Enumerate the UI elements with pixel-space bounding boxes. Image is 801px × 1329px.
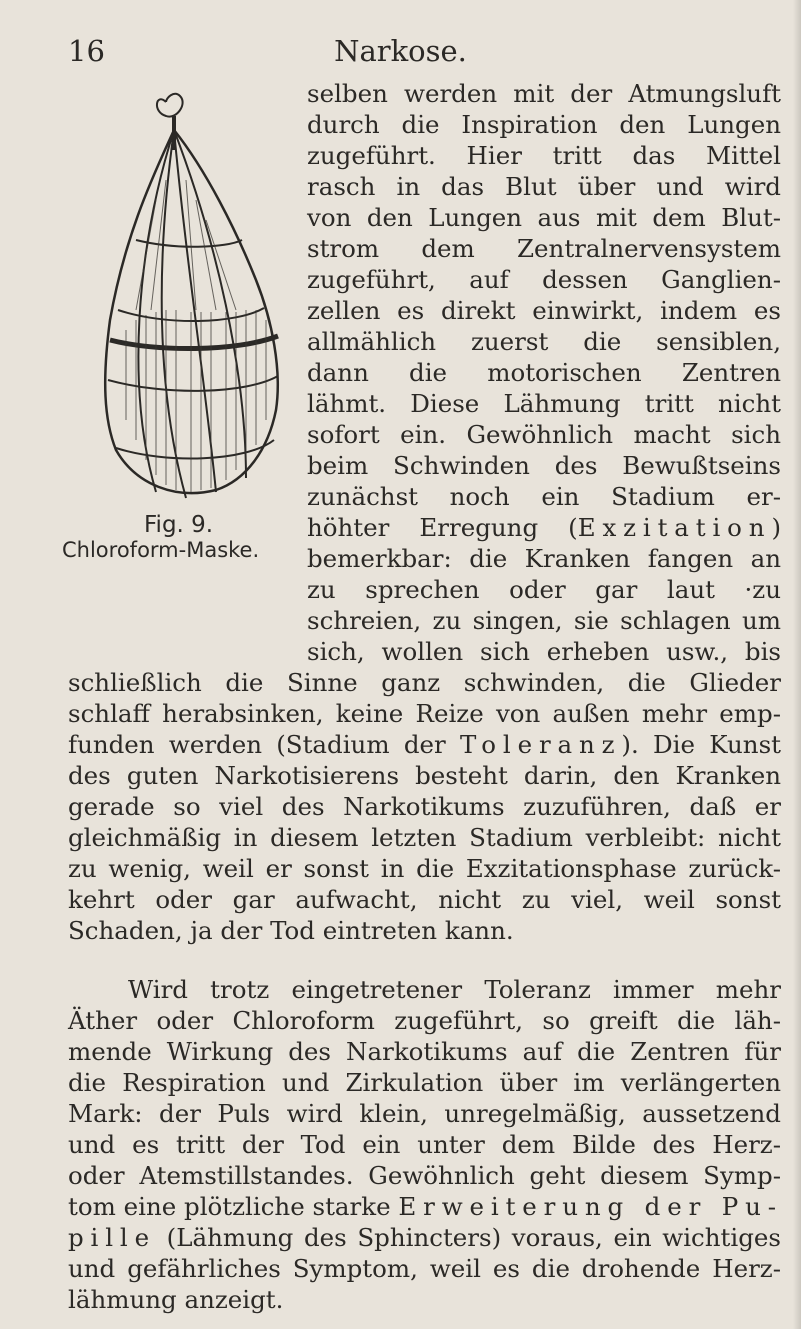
page-edge-shadow — [793, 0, 801, 1329]
spaced-term: Exzitation — [577, 513, 772, 542]
chloroform-mask-illustration — [96, 90, 284, 510]
text-line — [307, 513, 781, 543]
text-line: sofort ein. Gewöhnlich macht sich — [307, 420, 781, 449]
text-line: beim Schwinden des Bewußtseins — [307, 451, 781, 480]
text-line: zu wenig, weil er sonst in die Exzitationsphase zurück- — [68, 854, 781, 883]
text-line: oder Atemstillstandes. Gewöhnlich geht diesem Symp- — [68, 1161, 781, 1190]
text-line: lähmt. Diese Lähmung tritt nicht — [307, 389, 781, 418]
text-span: höhter Erregung ( — [307, 513, 578, 542]
spaced-term: pille — [68, 1223, 156, 1252]
text-line: selben werden mit der Atmungsluft — [307, 79, 781, 108]
text-line: lähmung anzeigt. — [68, 1285, 284, 1314]
text-line: zellen es direkt einwirkt, indem es — [307, 296, 781, 325]
text-span: tom eine plötzliche starke — [68, 1192, 399, 1221]
spaced-term: Erweiterung der Pu- — [398, 1192, 783, 1221]
text-line: die Respiration und Zirkulation über im verlängerten — [68, 1068, 781, 1097]
text-line: zugeführt, auf dessen Ganglien- — [307, 265, 781, 294]
text-line: und gefährliches Symptom, weil es die drohende Herz- — [68, 1254, 781, 1283]
figure-number: Fig. 9. — [144, 512, 214, 538]
text-line — [68, 1223, 781, 1253]
text-line: zu sprechen oder gar laut ·zu — [307, 575, 781, 604]
text-line — [68, 1192, 781, 1222]
text-line: und es tritt der Tod ein unter dem Bilde des Herz- — [68, 1130, 781, 1159]
text-line: rasch in das Blut über und wird — [307, 172, 781, 201]
text-span: ) — [771, 513, 781, 542]
figure-caption: Chloroform-Maske. — [62, 538, 260, 562]
text-line: Mark: der Puls wird klein, unregelmäßig, aussetzend — [68, 1099, 781, 1128]
spaced-term: Toleranz — [459, 730, 622, 759]
running-head: Narkose. — [334, 34, 467, 68]
text-line: Äther oder Chloroform zugeführt, so greift die läh- — [68, 1006, 781, 1035]
text-span: funden werden (Stadium der — [68, 730, 460, 759]
text-line: zunächst noch ein Stadium er- — [307, 482, 781, 511]
text-line: durch die Inspiration den Lungen — [307, 110, 781, 139]
text-line: schließlich die Sinne ganz schwinden, die Glieder — [68, 668, 781, 697]
text-line: dann die motorischen Zentren — [307, 358, 781, 387]
text-line: kehrt oder gar aufwacht, nicht zu viel, weil sonst — [68, 885, 781, 914]
page-number: 16 — [68, 34, 105, 68]
text-line: schreien, zu singen, sie schlagen um — [307, 606, 781, 635]
text-line: Schaden, ja der Tod eintreten kann. — [68, 916, 514, 945]
text-line: gerade so viel des Narkotikums zuzuführen, daß er — [68, 792, 781, 821]
text-span: (Lähmung des Sphincters) voraus, ein wichtiges — [156, 1223, 781, 1252]
text-line: des guten Narkotisierens besteht darin, den Kranken — [68, 761, 781, 790]
text-line: mende Wirkung des Narkotikums auf die Zentren für — [68, 1037, 781, 1066]
text-line — [68, 730, 781, 760]
text-line: gleichmäßig in diesem letzten Stadium verbleibt: nicht — [68, 823, 781, 852]
text-line: allmählich zuerst die sensiblen, — [307, 327, 781, 356]
text-line: von den Lungen aus mit dem Blut- — [307, 203, 781, 232]
text-span: ). Die Kunst — [621, 730, 781, 759]
text-line: sich, wollen sich erheben usw., bis — [307, 637, 781, 666]
text-line: schlaff herabsinken, keine Reize von außen mehr emp- — [68, 699, 781, 728]
text-line: Wird trotz eingetretener Toleranz immer mehr — [128, 975, 781, 1004]
text-line: bemerkbar: die Kranken fangen an — [307, 544, 781, 573]
text-line: zugeführt. Hier tritt das Mittel — [307, 141, 781, 170]
text-line: strom dem Zentralnervensystem — [307, 234, 781, 263]
